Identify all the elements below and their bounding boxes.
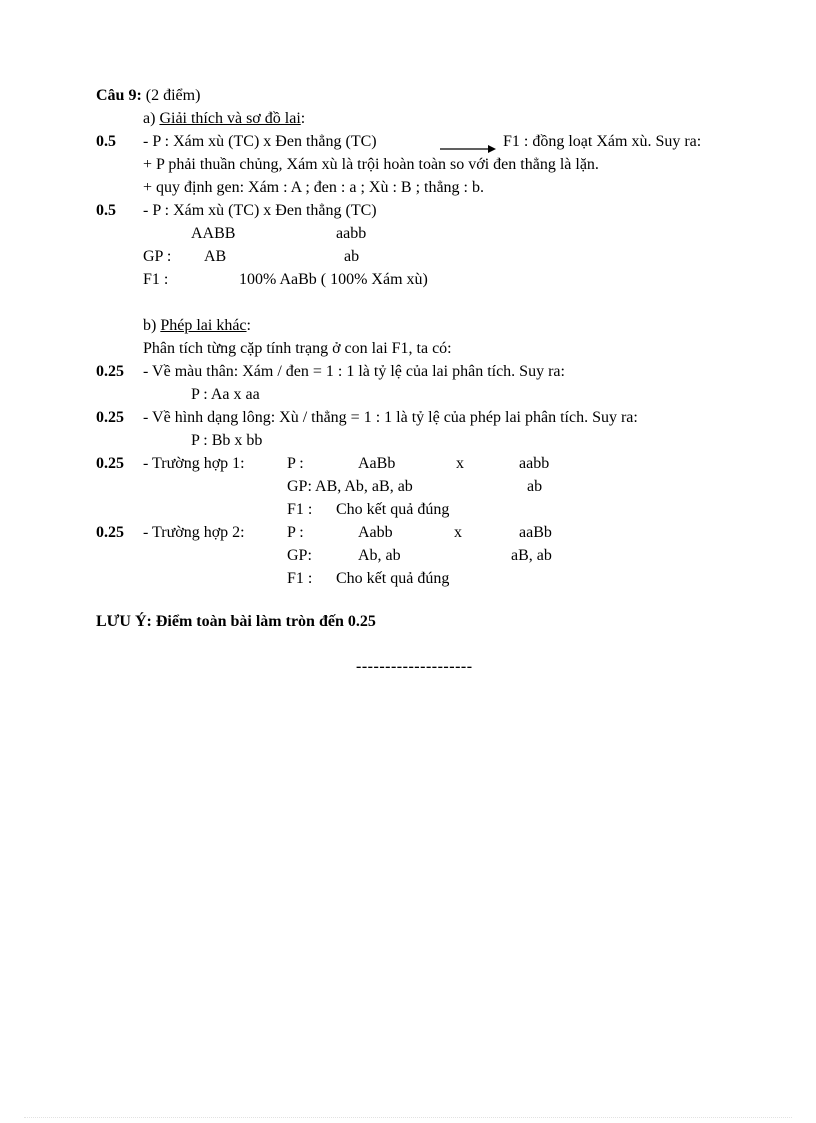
gamete-2: ab	[344, 248, 360, 265]
case-1-cross: x	[456, 455, 464, 472]
case-2-cross: x	[454, 524, 462, 541]
case-2-gametes-1: Ab, ab	[358, 547, 401, 564]
case-1-genotype-2: aabb	[519, 455, 550, 472]
case-2-f1-value: Cho kết quả đúng	[336, 570, 450, 587]
shape-ratio: - Về hình dạng lông: Xù / thẳng = 1 : 1 là tỷ lệ của phép lai phân tích. Suy ra:	[143, 409, 638, 426]
part-b-intro: Phân tích từng cặp tính trạng ở con lai F1, ta có:	[143, 340, 452, 357]
case-1-f1-value: Cho kết quả đúng	[336, 501, 450, 518]
case-1-gametes-2: ab	[527, 478, 543, 495]
genotype-1: AABB	[191, 225, 236, 242]
question-label: Câu 9: (2 điểm)	[96, 87, 201, 104]
case-1-label: - Trường hợp 1:	[143, 455, 245, 472]
case-2-gp-label: GP:	[287, 547, 312, 564]
color-parents: P : Aa x aa	[191, 386, 260, 403]
score-a1: 0.5	[96, 133, 116, 150]
cross-left: - P : Xám xù (TC) x Đen thẳng (TC)	[143, 133, 377, 150]
page-bottom-border	[24, 1117, 792, 1118]
shape-parents: P : Bb x bb	[191, 432, 263, 449]
score-b1: 0.25	[96, 363, 124, 380]
part-b-heading: b) Phép lai khác:	[143, 317, 251, 334]
note: LƯU Ý: Điểm toàn bài làm tròn đến 0.25	[96, 613, 376, 630]
case-2-genotype-2: aaBb	[519, 524, 552, 541]
part-a-heading: a) Giải thích và sơ đồ lai:	[143, 110, 306, 127]
case-1-genotype-1: AaBb	[358, 455, 396, 472]
gene-rule-line: + quy định gen: Xám : A ; đen : a ; Xù : B ; thẳng : b.	[143, 179, 484, 196]
case-2-gametes-2: aB, ab	[511, 547, 552, 564]
f1-value: 100% AaBb ( 100% Xám xù)	[239, 271, 428, 288]
f1-label: F1 :	[143, 271, 169, 288]
case-2-p: P :	[287, 524, 304, 541]
score-a2: 0.5	[96, 202, 116, 219]
explanation-line: + P phải thuần chủng, Xám xù là trội hoàn toàn so với đen thẳng là lặn.	[143, 156, 599, 173]
color-ratio: - Về màu thân: Xám / đen = 1 : 1 là tỷ lệ của lai phân tích. Suy ra:	[143, 363, 565, 380]
score-b3: 0.25	[96, 455, 124, 472]
score-b2: 0.25	[96, 409, 124, 426]
arrow-right-icon	[440, 144, 496, 154]
cross-right: F1 : đồng loạt Xám xù. Suy ra:	[503, 133, 702, 150]
end-divider: --------------------	[356, 658, 473, 675]
genotype-2: aabb	[336, 225, 367, 242]
case-1-gametes: GP: AB, Ab, aB, ab	[287, 478, 413, 495]
case-2-genotype-1: Aabb	[358, 524, 393, 541]
cross-2: - P : Xám xù (TC) x Đen thẳng (TC)	[143, 202, 377, 219]
case-2-f1: F1 :	[287, 570, 313, 587]
score-b4: 0.25	[96, 524, 124, 541]
case-1-p: P :	[287, 455, 304, 472]
case-1-f1: F1 :	[287, 501, 313, 518]
gamete-1: AB	[204, 248, 227, 265]
gp-label: GP :	[143, 248, 172, 265]
case-2-label: - Trường hợp 2:	[143, 524, 245, 541]
